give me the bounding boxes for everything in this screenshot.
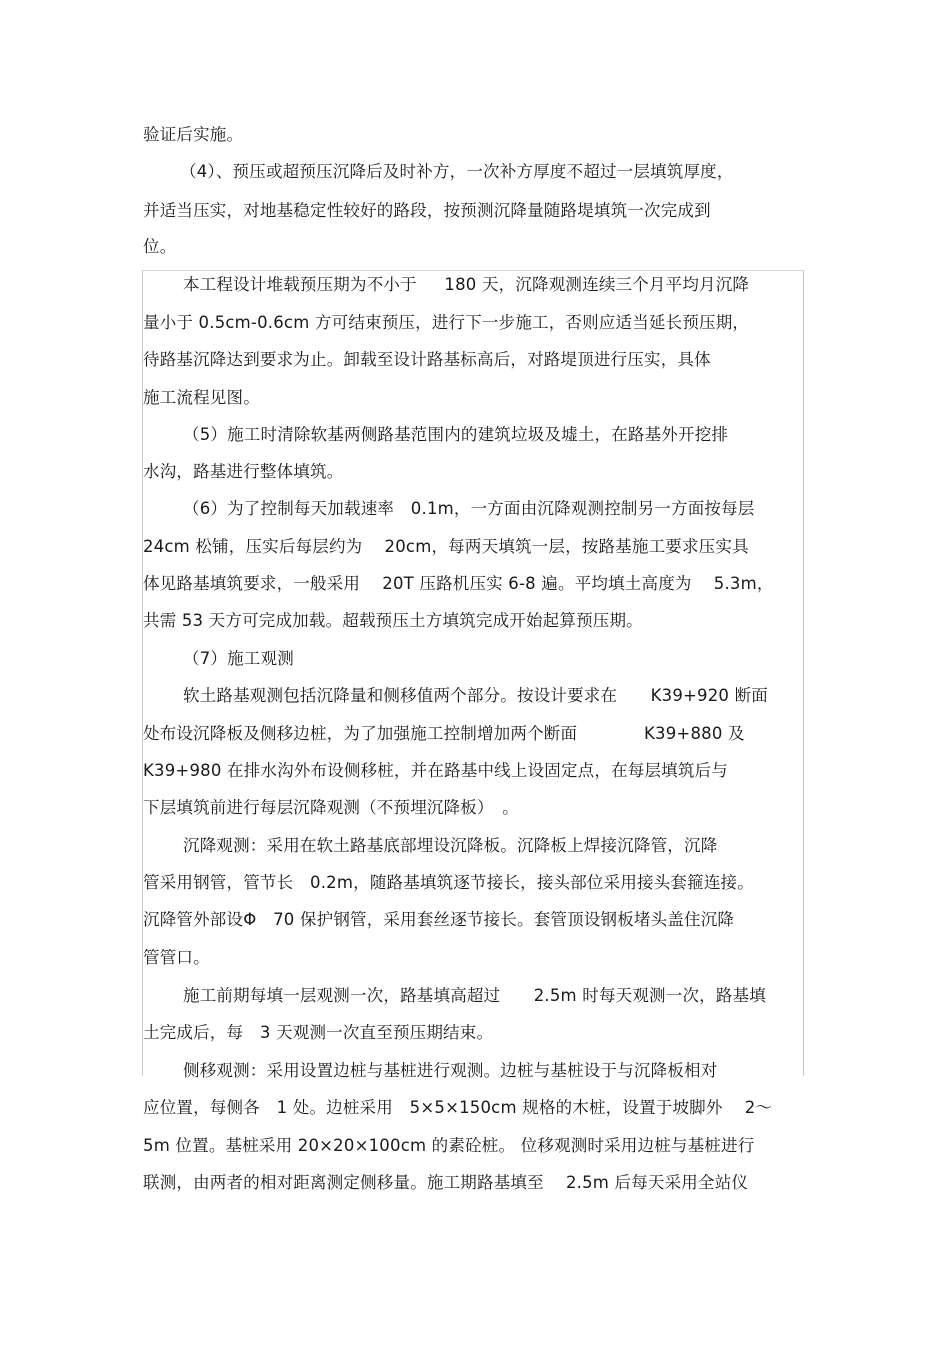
text-line: 下层填筑前进行每层沉降观测（不预埋沉降板） 。 xyxy=(143,798,519,817)
text-line: 土完成后，每 3 天观测一次直至预压期结束。 xyxy=(143,1023,494,1042)
text-line: （7）施工观测 xyxy=(183,649,294,668)
text-line: （5）施工时清除软基两侧路基范围内的建筑垃圾及墟土，在路基外开挖排 xyxy=(183,425,729,444)
text-line: 联测，由两者的相对距离测定侧移量。施工期路基填至 2.5m 后每天采用全站仪 xyxy=(143,1173,749,1192)
text-line: （6）为了控制每天加载速率 0.1m，一方面由沉降观测控制另一方面按每层 xyxy=(183,499,755,518)
text-line: 软土路基观测包括沉降量和侧移值两个部分。按设计要求在 K39+920 断面 xyxy=(183,686,768,705)
text-line: 待路基沉降达到要求为止。卸载至设计路基标高后，对路堤顶进行压实，具体 xyxy=(143,350,711,369)
text-line: 管管口。 xyxy=(143,948,210,967)
text-line: 水沟，路基进行整体填筑。 xyxy=(143,462,344,481)
text-line: 本工程设计堆载预压期为不小于 180 天，沉降观测连续三个月平均月沉降 xyxy=(183,275,750,294)
frame-right-border xyxy=(803,270,804,1076)
text-line: 侧移观测：采用设置边桩与基桩进行观测。边桩与基桩设于与沉降板相对 xyxy=(183,1061,718,1080)
text-line: 管采用钢管，管节长 0.2m，随路基填筑逐节接长，接头部位采用接头套箍连接。 xyxy=(143,873,754,892)
text-line: 沉降观测：采用在软土路基底部埋设沉降板。沉降板上焊接沉降管，沉降 xyxy=(183,836,718,855)
text-line: 量小于 0.5cm-0.6cm 方可结束预压，进行下一步施工，否则应适当延长预压期， xyxy=(143,313,750,332)
text-line: 24cm 松铺，压实后每层约为 20cm，每两天填筑一层，按路基施工要求压实具 xyxy=(143,537,749,556)
text-line: K39+980 在排水沟外布设侧移桩，并在路基中线上设固定点，在每层填筑后与 xyxy=(143,761,728,780)
text-line: 施工前期每填一层观测一次，路基填高超过 2.5m 时每天观测一次，路基填 xyxy=(183,986,766,1005)
text-line: 并适当压实，对地基稳定性较好的路段，按预测沉降量随路堤填筑一次完成到 xyxy=(143,201,711,220)
text-line: 处布设沉降板及侧移边桩，为了加强施工控制增加两个断面 K39+880 及 xyxy=(143,724,745,743)
text-line: 位。 xyxy=(143,237,177,256)
text-line: 应位置，每侧各 1 处。边桩采用 5×5×150cm 规格的木桩，设置于坡脚外 2～ xyxy=(143,1098,773,1117)
text-line: 施工流程见图。 xyxy=(143,388,260,407)
text-line: 体见路基填筑要求，一般采用 20T 压路机压实 6-8 遍。平均填土高度为 5.3m， xyxy=(143,574,774,593)
text-line: 沉降管外部设Φ 70 保护钢管，采用套丝逐节接长。套管顶设钢板堵头盖住沉降 xyxy=(143,910,735,929)
frame-top-border xyxy=(142,270,803,271)
text-line: （4）、预压或超预压沉降后及时补方，一次补方厚度不超过一层填筑厚度， xyxy=(180,162,734,181)
text-line: 5m 位置。基桩采用 20×20×100cm 的素砼桩。 位移观测时采用边桩与基桩进行 xyxy=(143,1136,755,1155)
text-line: 共需 53 天方可完成加载。超载预压土方填筑完成开始起算预压期。 xyxy=(143,611,643,630)
text-line: 验证后实施。 xyxy=(143,125,244,144)
